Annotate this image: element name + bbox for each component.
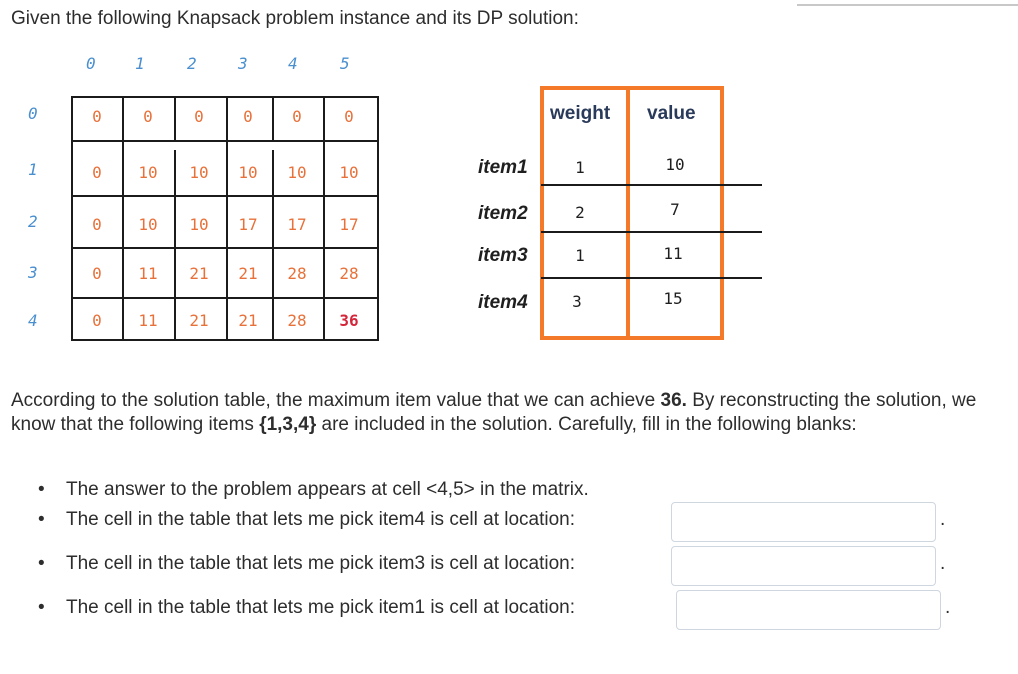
matrix-cell: 10 [138, 163, 158, 182]
period: . [940, 509, 946, 530]
matrix-col-line [174, 150, 176, 341]
bullet-item [38, 597, 575, 619]
paragraph-text: are included in the solution. Carefully, fill in the following blanks: [316, 414, 857, 435]
matrix-cell: 10 [238, 163, 258, 182]
matrix-row-header: 2 [28, 212, 38, 231]
matrix-col-header: 3 [238, 54, 248, 73]
matrix-cell: 10 [189, 215, 209, 234]
matrix-cell: 28 [287, 264, 307, 283]
matrix-col-line [272, 150, 274, 341]
item4-location-input[interactable] [671, 502, 936, 542]
matrix-cell: 0 [143, 107, 153, 126]
matrix-cell: 21 [189, 311, 209, 330]
bullet-item [38, 479, 589, 501]
bullet-text: The cell in the table that lets me pick item4 is cell at location: [66, 509, 576, 530]
matrix-row-line [73, 247, 377, 249]
top-divider [797, 4, 1018, 6]
matrix-cell: 0 [92, 264, 102, 283]
matrix-cell-answer: 36 [339, 311, 359, 330]
matrix-cell: 17 [339, 215, 359, 234]
items-table-divider [626, 86, 630, 340]
matrix-cell: 11 [138, 311, 158, 330]
item-weight: 1 [575, 158, 585, 177]
matrix-cell: 21 [189, 264, 209, 283]
matrix-cell: 10 [189, 163, 209, 182]
item-weight: 3 [572, 292, 582, 311]
items-row-line [541, 277, 762, 279]
item1-location-input[interactable] [676, 590, 941, 630]
matrix-cell: 11 [138, 264, 158, 283]
paragraph-text: By reconstructing the solution, we know that the following items [11, 390, 977, 435]
matrix-row-header: 1 [28, 160, 38, 179]
matrix-cell: 10 [339, 163, 359, 182]
matrix-cell: 0 [344, 107, 354, 126]
matrix-row-line [73, 140, 377, 142]
bullet-item [38, 509, 575, 531]
matrix-cell: 0 [92, 215, 102, 234]
weight-header: weight [550, 103, 611, 124]
bullet-dot: • [38, 509, 45, 530]
item-label: item3 [478, 245, 528, 266]
item-label: item4 [478, 292, 528, 313]
matrix-cell: 28 [339, 264, 359, 283]
matrix-row-header: 4 [28, 311, 38, 330]
item-weight: 2 [575, 203, 585, 222]
matrix-col-header: 2 [187, 54, 197, 73]
matrix-cell: 10 [287, 163, 307, 182]
matrix-cell: 28 [287, 311, 307, 330]
max-value: 36. [660, 390, 687, 411]
matrix-row-header: 3 [28, 263, 38, 282]
period: . [945, 597, 951, 618]
item-label: item2 [478, 203, 528, 224]
items-row-line [541, 231, 762, 233]
item-value: 10 [665, 155, 685, 174]
bullet-dot: • [38, 597, 45, 618]
matrix-col-header: 0 [86, 54, 96, 73]
matrix-cell: 0 [194, 107, 204, 126]
matrix-cell: 17 [287, 215, 307, 234]
item-label: item1 [478, 157, 528, 178]
matrix-cell: 0 [92, 311, 102, 330]
matrix-row-header: 0 [28, 104, 38, 123]
matrix-row-line [73, 297, 377, 299]
value-header: value [647, 103, 696, 124]
matrix-cell: 0 [292, 107, 302, 126]
matrix-cell: 10 [138, 215, 158, 234]
matrix-col-line [323, 98, 325, 341]
matrix-cell: 21 [238, 311, 258, 330]
bullet-dot: • [38, 553, 45, 574]
item-value: 11 [663, 244, 683, 263]
matrix-cell: 0 [243, 107, 253, 126]
intro-text: Given the following Knapsack problem instance and its DP solution: [11, 8, 579, 29]
included-items: {1,3,4} [259, 414, 317, 435]
matrix-col-line [174, 98, 176, 140]
matrix-col-header: 4 [288, 54, 298, 73]
bullet-item [38, 553, 575, 575]
item3-location-input[interactable] [671, 546, 936, 586]
matrix-cell: 21 [238, 264, 258, 283]
item-value: 7 [670, 200, 680, 219]
dp-matrix [71, 96, 379, 341]
matrix-cell: 17 [238, 215, 258, 234]
item-value: 15 [663, 289, 683, 308]
paragraph-text: According to the solution table, the maximum item value that we can achieve [11, 390, 661, 411]
matrix-col-header: 1 [135, 54, 145, 73]
matrix-cell: 0 [92, 163, 102, 182]
bullet-text: The answer to the problem appears at cell <4,5> in the matrix. [66, 479, 589, 500]
matrix-col-line [226, 98, 228, 341]
matrix-cell: 0 [92, 107, 102, 126]
period: . [940, 553, 946, 574]
items-row-line [541, 184, 762, 186]
matrix-col-header: 5 [340, 54, 350, 73]
item-weight: 1 [575, 246, 585, 265]
solution-paragraph [11, 389, 1011, 437]
matrix-col-line [272, 98, 274, 140]
bullet-text: The cell in the table that lets me pick item3 is cell at location: [66, 553, 576, 574]
matrix-col-line [122, 98, 124, 341]
bullet-dot: • [38, 479, 45, 500]
matrix-row-line [73, 195, 377, 197]
bullet-text: The cell in the table that lets me pick item1 is cell at location: [66, 597, 576, 618]
